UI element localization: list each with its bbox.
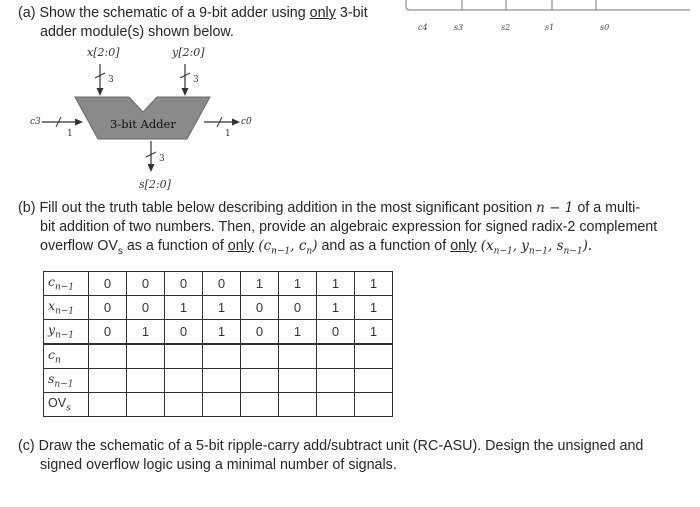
part-b-line1: (b) Fill out the truth table below describing addition in the most significant position n − 1 of a multi- <box>18 200 641 216</box>
carry-in-label: c3 <box>30 117 41 127</box>
table-cell: 0 <box>127 272 165 296</box>
table-cell: 1 <box>127 320 165 345</box>
table-cell: 0 <box>127 296 165 320</box>
table-cell: 1 <box>203 296 241 320</box>
table-cell: 0 <box>89 320 127 345</box>
input-y-label: y[2:0] <box>172 46 205 59</box>
table-cell: 0 <box>165 320 203 345</box>
table-cell: 1 <box>165 296 203 320</box>
only-underlined: only <box>309 5 336 21</box>
part-c-line1: (c) Draw the schematic of a 5-bit ripple-carry add/subtract unit (RC-ASU). Design the unsigned and <box>18 438 644 454</box>
row-header: $OV_s$ <box>44 393 89 417</box>
table-cell: 1 <box>241 272 279 296</box>
table-cell-blank[interactable] <box>241 369 279 393</box>
table-row <box>44 369 393 393</box>
part-a-text <box>18 4 368 42</box>
part-b-line2: bit addition of two numbers. Then, provide an algebraic expression for signed radix-2 complement <box>40 219 658 235</box>
table-cell-blank[interactable] <box>355 369 393 393</box>
carry-out-width: 1 <box>225 129 231 139</box>
table-row <box>44 296 393 320</box>
table-cell-blank[interactable] <box>165 344 203 369</box>
table-cell-blank[interactable] <box>203 369 241 393</box>
table-cell-blank[interactable] <box>127 344 165 369</box>
table-cell: 1 <box>203 320 241 345</box>
table-cell-blank[interactable] <box>165 369 203 393</box>
table-cell-blank[interactable] <box>127 393 165 417</box>
table-cell-blank[interactable] <box>279 344 317 369</box>
label-s2: s2 <box>501 23 511 32</box>
carry-out-label: c0 <box>241 117 252 127</box>
table-cell-blank[interactable] <box>203 344 241 369</box>
part-c-line2: signed overflow logic using a minimal number of signals. <box>40 457 397 473</box>
width-x-label: 3 <box>108 75 114 85</box>
table-row <box>44 344 393 369</box>
table-cell: 1 <box>355 272 393 296</box>
label-s0: s0 <box>600 23 610 32</box>
table-row <box>44 272 393 296</box>
part-c-text <box>18 437 643 475</box>
table-cell-blank[interactable] <box>165 393 203 417</box>
table-cell: 0 <box>317 320 355 345</box>
row-header: $s_{n-1}$ <box>44 369 89 393</box>
table-cell-blank[interactable] <box>279 393 317 417</box>
label-s1: s1 <box>545 23 555 32</box>
row-header: $c_{n-1}$ <box>44 272 89 296</box>
table-cell: 0 <box>279 296 317 320</box>
table-cell-blank[interactable] <box>241 344 279 369</box>
table-row <box>44 393 393 417</box>
table-cell: 0 <box>165 272 203 296</box>
table-cell: 0 <box>89 272 127 296</box>
table-cell: 1 <box>355 296 393 320</box>
table-cell-blank[interactable] <box>317 344 355 369</box>
table-cell-blank[interactable] <box>317 369 355 393</box>
label-c4: c4 <box>418 23 428 32</box>
table-cell-blank[interactable] <box>203 393 241 417</box>
table-cell: 1 <box>355 320 393 345</box>
part-a-line1: (a) Show the schematic of a 9-bit adder using only 3-bit <box>18 5 368 21</box>
carry-in-width: 1 <box>67 129 73 139</box>
row-header: $c_n$ <box>44 344 89 369</box>
part-b-line3: overflow $OV_s$ as a function of only ($c_{n-1}$, $c_n$) and as a function of only ($x_{n-1}$, $y_{n-1}$, $s_{n-1}$). <box>40 238 593 257</box>
table-cell-blank[interactable] <box>89 393 127 417</box>
label-s3: s3 <box>454 23 464 32</box>
table-cell: 0 <box>241 296 279 320</box>
top-right-schematic <box>400 0 700 40</box>
table-cell: 1 <box>317 296 355 320</box>
table-cell-blank[interactable] <box>355 344 393 369</box>
table-cell: 0 <box>203 272 241 296</box>
table-cell-blank[interactable] <box>241 393 279 417</box>
width-s-label: 3 <box>159 154 165 164</box>
table-cell: 1 <box>279 320 317 345</box>
truth-table <box>43 271 393 417</box>
table-cell-blank[interactable] <box>127 369 165 393</box>
table-cell-blank[interactable] <box>89 344 127 369</box>
table-cell: 1 <box>317 272 355 296</box>
table-cell: 1 <box>279 272 317 296</box>
input-x-label: x[2:0] <box>87 46 120 59</box>
table-cell: 0 <box>89 296 127 320</box>
adder-diagram <box>30 42 290 192</box>
table-row <box>44 320 393 345</box>
table-cell-blank[interactable] <box>317 393 355 417</box>
adder-block-label: 3-bit Adder <box>110 117 176 131</box>
table-cell-blank[interactable] <box>355 393 393 417</box>
row-header: $x_{n-1}$ <box>44 296 89 320</box>
table-cell-blank[interactable] <box>279 369 317 393</box>
width-y-label: 3 <box>193 75 199 85</box>
part-a-line2: adder module(s) shown below. <box>40 24 234 40</box>
output-s-label: s[2:0] <box>139 178 171 191</box>
row-header: $y_{n-1}$ <box>44 320 89 345</box>
table-cell-blank[interactable] <box>89 369 127 393</box>
table-cell: 0 <box>241 320 279 345</box>
part-b-text <box>18 199 657 262</box>
